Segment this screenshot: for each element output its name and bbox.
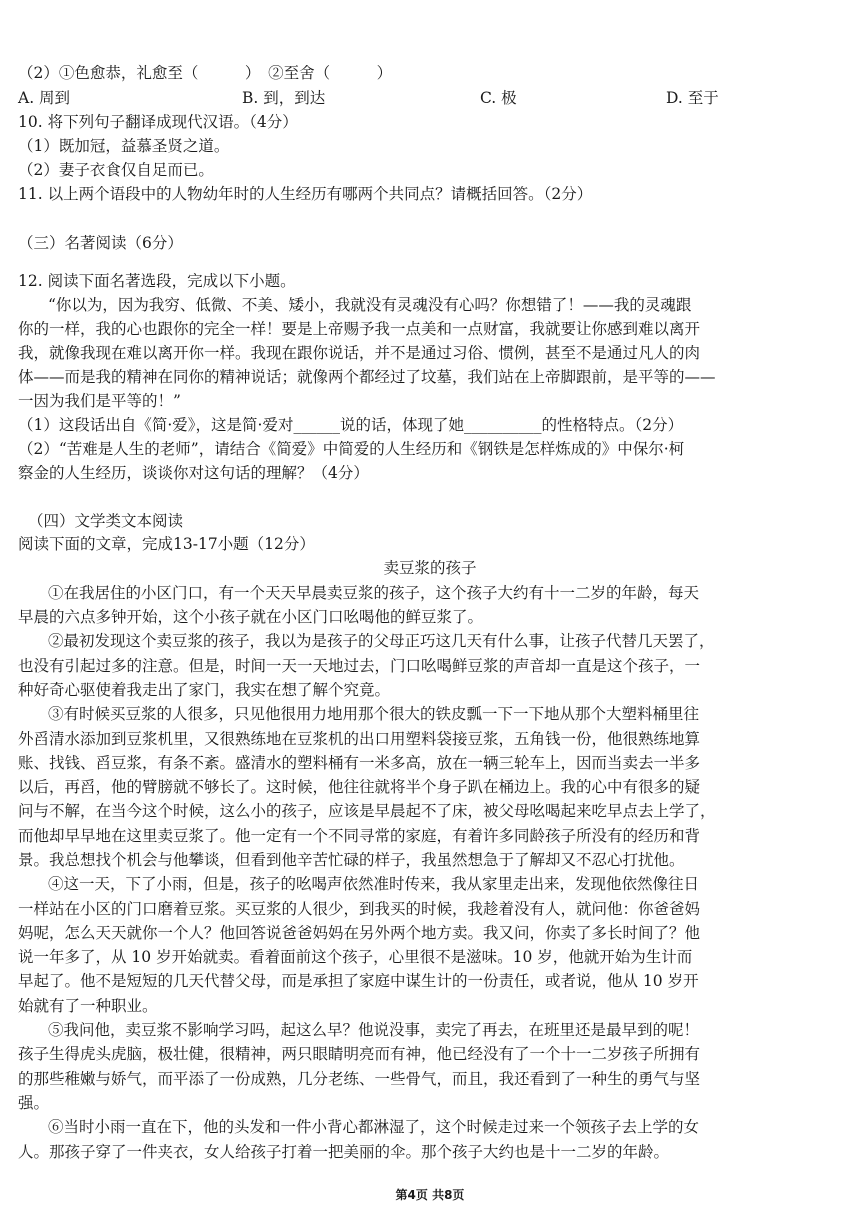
section3-heading: （三）名著阅读（6分）: [18, 234, 183, 252]
article-line: 说一年多了，从 10 岁开始就卖。看着面前这个孩子，心里很不是滋味。10 岁，他就开始为生计而: [18, 948, 693, 966]
q12-stem: 12. 阅读下面名著选段，完成以下小题。: [18, 272, 296, 290]
article-line: 而他却早早地在这里卖豆浆了。他一定有一个不同寻常的家庭，有着许多同龄孩子所没有的经历和背: [18, 827, 701, 845]
quote-line: 体——而是我的精神在同你的精神说话；就像两个都经过了坟墓，我们站在上帝脚跟前，是平等的——: [18, 368, 716, 386]
article-line: 始就有了一种职业。: [18, 997, 158, 1015]
page-number: 第4页 共8页: [395, 1188, 465, 1202]
article-line: 以后，再舀，他的臂膀就不够长了。这时候，他往往就将半个身子趴在桶边上。我的心中有很多的疑: [18, 778, 701, 796]
article-line: 早起了。他不是短短的几天代替父母，而是承担了家庭中谋生计的一份责任，或者说，他从 10 岁开: [18, 972, 699, 990]
article-line: ③有时候买豆浆的人很多，只见他很用力地用那个很大的铁皮瓢一下一下地从那个大塑料桶里往: [48, 705, 700, 723]
q12-item-1: （1）这段话出自《简·爱》，这是简·爱对______说的话，体现了她__________的性格特点。（2分）: [18, 416, 684, 434]
q10-stem: 10. 将下列句子翻译成现代汉语。（4分）: [18, 113, 298, 131]
q9-option-d: D. 至于: [666, 89, 719, 107]
article-line: 也没有引起过多的注意。但是，时间一天一天地过去，门口吆喝鲜豆浆的声音却一直是这个孩子，一: [18, 657, 701, 675]
article-line: ⑥当时小雨一直在下，他的头发和一件小背心都淋湿了，这个时候走过来一个领孩子去上学的女: [48, 1118, 700, 1136]
q10-item-1: （1）既加冠，益慕圣贤之道。: [18, 137, 230, 155]
q11-stem: 11. 以上两个语段中的人物幼年时的人生经历有哪两个共同点？请概括回答。（2分）: [18, 185, 593, 203]
article-line: 账、找钱、舀豆浆，有条不紊。盛清水的塑料桶有一米多高，放在一辆三轮车上，因而当卖去一半多: [18, 754, 701, 772]
article-line: ②最初发现这个卖豆浆的孩子，我以为是孩子的父母正巧这几天有什么事，让孩子代替几天罢了，: [48, 632, 715, 650]
article-line: 外舀清水添加到豆浆机里，又很熟练地在豆浆机的出口用塑料袋接豆浆，五角钱一份，他很熟练地算: [18, 730, 701, 748]
article-line: 问与不解，在当今这个时候，这么小的孩子，应该是早晨起不了床，被父母吆喝起来吃早点去上学了，: [18, 802, 716, 820]
article-line: ⑤我问他，卖豆浆不影响学习吗，起这么早？他说没事，卖完了再去，在班里还是最早到的呢！: [48, 1021, 700, 1039]
article-line: 人。那孩子穿了一件夹衣，女人给孩子打着一把美丽的伞。那个孩子大约也是十一二岁的年龄。: [18, 1143, 670, 1161]
article-line: ④这一天，下了小雨，但是，孩子的吆喝声依然准时传来，我从家里走出来，发现他依然像往日: [48, 875, 700, 893]
q9-option-c: C. 极: [480, 89, 517, 107]
article-line: 孩子生得虎头虎脑，极壮健，很精神，两只眼睛明亮而有神，他已经没有了一个十一二岁孩子所拥有: [18, 1045, 701, 1063]
section4-heading: （四）文学类文本阅读: [28, 512, 184, 530]
quote-line: 我，就像我现在难以离开你一样。我现在跟你说话，并不是通过习俗、惯例，甚至不是通过凡人的肉: [18, 344, 701, 362]
section4-instruction: 阅读下面的文章，完成13-17小题（12分）: [18, 535, 315, 553]
article-line: 早晨的六点多钟开始，这个小孩子就在小区门口吆喝他的鲜豆浆了。: [18, 608, 484, 626]
article-line: ①在我居住的小区门口，有一个天天早晨卖豆浆的孩子，这个孩子大约有十一二岁的年龄，每天: [48, 584, 700, 602]
q12-item-2-line: 察金的人生经历，谈谈你对这句话的理解？（4分）: [18, 464, 369, 482]
quote-line: 一因为我们是平等的！”: [18, 392, 181, 410]
article-title: 卖豆浆的孩子: [383, 559, 477, 577]
article-line: 景。我总想找个机会与他攀谈，但看到他辛苦忙碌的样子，我虽然想急于了解却又不忍心打扰他。: [18, 851, 685, 869]
q9-option-a: A. 周到: [18, 89, 71, 107]
article-line: 强。: [18, 1094, 50, 1112]
q12-item-2-line: （2）“苦难是人生的老师”，请结合《简爱》中简爱的人生经历和《钢铁是怎样炼成的》中保尔·柯: [18, 440, 685, 458]
article-line: 妈呢，怎么天天就你一个人？他回答说爸爸妈妈在另外两个地方卖。我又问，你卖了多长时间了？他: [18, 924, 701, 942]
quote-line: “你以为，因为我穷、低微、不美、矮小，我就没有灵魂没有心吗？你想错了！——我的灵魂跟: [48, 296, 692, 314]
q10-item-2: （2）妻子衣食仅自足而已。: [18, 161, 214, 179]
q9-option-b: B. 到，到达: [242, 89, 326, 107]
article-line: 一样站在小区的门口磨着豆浆。买豆浆的人很少，到我买的时候，我趁着没有人，就问他：你爸爸妈: [18, 900, 701, 918]
article-line: 的那些稚嫩与娇气，而平添了一份成熟，几分老练、一些骨气，而且，我还看到了一种生的勇气与坚: [18, 1070, 701, 1088]
article-line: 种好奇心驱使着我走出了家门，我实在想了解个究竟。: [18, 681, 391, 699]
q9-item2-stem: （2）①色愈恭，礼愈至（ ） ②至舍（ ）: [18, 64, 393, 82]
quote-line: 你的一样，我的心也跟你的完全一样！要是上帝赐予我一点美和一点财富，我就要让你感到难以离开: [18, 320, 701, 338]
